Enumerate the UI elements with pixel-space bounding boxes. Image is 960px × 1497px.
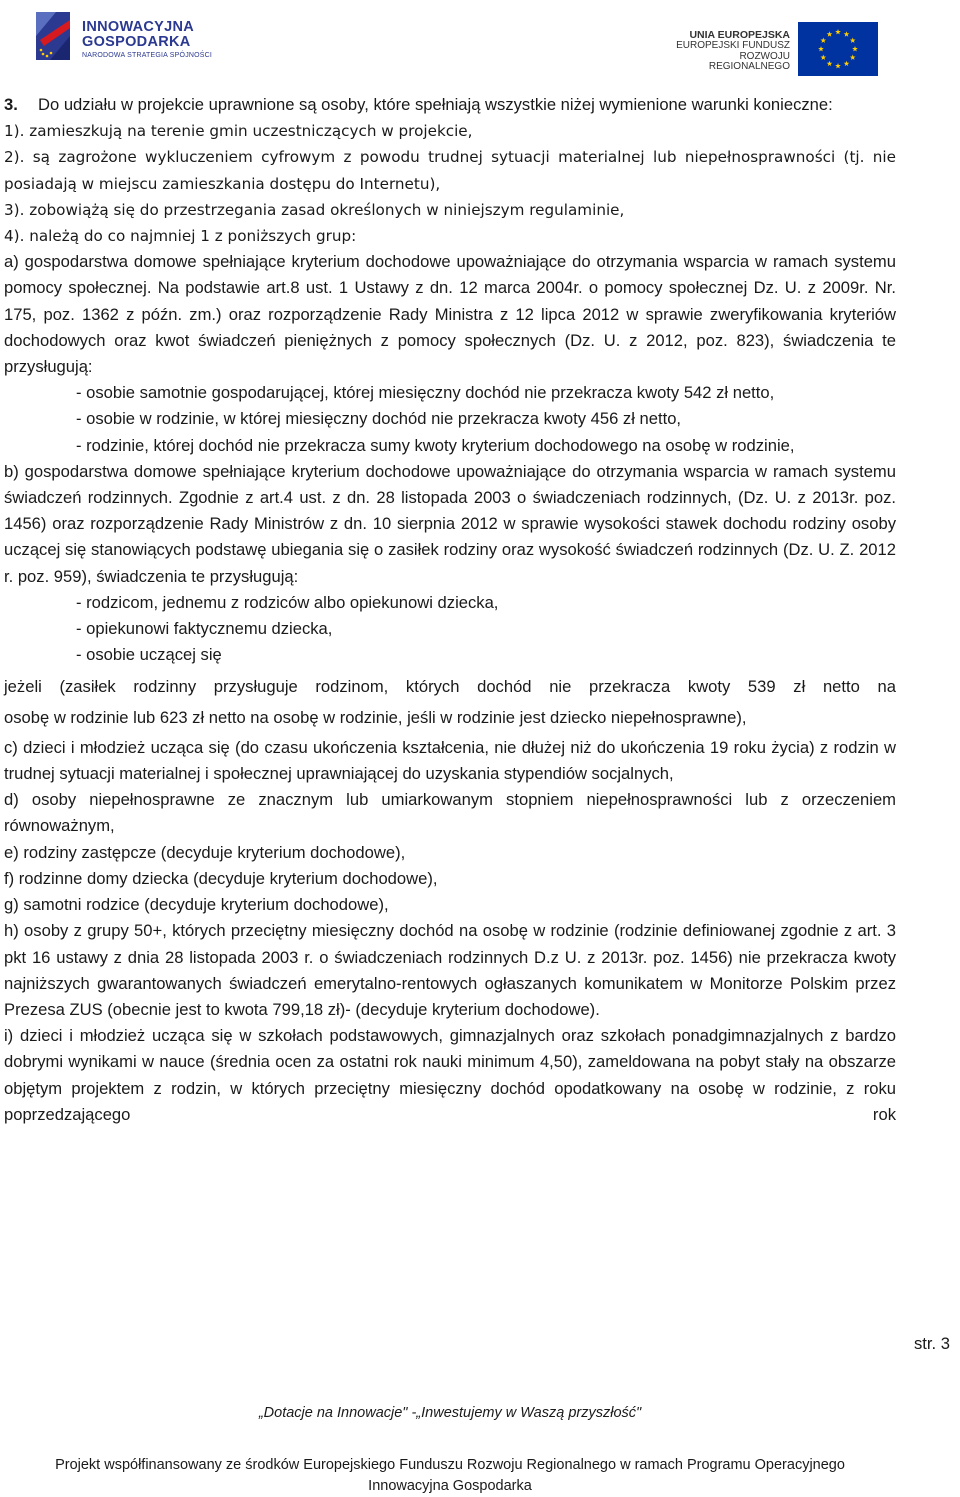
group-b-item-2: - opiekunowi faktycznemu dziecka, (76, 619, 333, 639)
condition-1: 1). zamieszkują na terenie gmin uczestniczących w projekcie, (4, 122, 473, 141)
group-a-item-3: - rodzinie, której dochód nie przekracza sumy kwoty kryterium dochodowego na osobę w rodzinie, (76, 435, 795, 455)
page-number: str. 3 (914, 1334, 950, 1353)
ig-logo-title-2: GOSPODARKA (82, 33, 191, 50)
page-header (0, 0, 960, 86)
footer-funding-note (0, 1455, 900, 1497)
eu-flag-icon (798, 22, 878, 76)
eu-logo-line2: EUROPEJSKI FUNDUSZ (676, 40, 790, 52)
group-a: a) gospodarstwa domowe spełniające kryterium dochodowe upoważniające do otrzymania wsparcia w ramach systemu pomocy społecznej. Na podstawie art.8 ust. 1 Ustawy z dn. 12 marca 2004r. o pomocy społecznej Dz. U. z 2009r. Nr. 175, poz. 1362 z późn. zm.) oraz rozporządzenie Rady Ministra z 12 lipca 2012 w sprawie zweryfikowania kryteriów dochodowych oraz kwot świadczeń pieniężnych z pomocy społecznych (Dz. U. z 2012, poz. 823), świadczenia te przysługują: (4, 252, 896, 377)
group-b-note-line1: jeżeli (zasiłek rodzinny przysługuje rodzinom, których dochód nie przekracza kwoty 539 zł netto na (4, 677, 896, 697)
eu-logo-line1: UNIA EUROPEJSKA (689, 29, 790, 41)
ig-emblem-icon (30, 6, 78, 66)
group-c: c) dzieci i młodzież ucząca się (do czasu ukończenia kształcenia, nie dłużej niż do ukończenia 19 roku życia) z rodzin w trudnej sytuacji materialnej i społecznej uprawniającej do uzyskania stypendiów socjalnych, (4, 737, 896, 784)
group-b-item-1: - rodzicom, jednemu z rodziców albo opiekunowi dziecka, (76, 592, 499, 612)
eu-logo-line3: ROZWOJU REGIONALNEGO (708, 50, 790, 73)
group-f: f) rodzinne domy dziecka (decyduje kryterium dochodowe), (4, 868, 438, 888)
footer-slogan: „Dotacje na Innowacje" -„Inwestujemy w Waszą przyszłość" (258, 1405, 642, 1421)
section-number: 3. (4, 95, 18, 114)
condition-3: 3). zobowiążą się do przestrzegania zasad określonych w niniejszym regulaminie, (4, 200, 625, 219)
group-a-item-1: - osobie samotnie gospodarującej, której miesięczny dochód nie przekracza kwoty 542 zł netto, (76, 383, 775, 403)
group-h: h) osoby z grupy 50+, których przeciętny miesięczny dochód na osobę w rodzinie (rodzinie definiowanej zgodnie z art. 3 pkt 16 ustawy z dnia 28 listopada 2003 r. o świadczeniach rodzinnych D.z U. z 2013r. poz. 1456) nie przekracza kwoty najniższych gwarantowanych świadczeń emerytalno-rentowych ogłaszanych komunikatem w Monitorze Polskim przez Prezesa ZUS (obecnie jest to kwota 799,18 zł)- (decyduje kryterium dochodowe). (4, 921, 896, 1019)
group-a-item-2: - osobie w rodzinie, w której miesięczny dochód nie przekracza kwoty 456 zł netto, (76, 409, 682, 429)
group-b: b) gospodarstwa domowe spełniające kryterium dochodowe upoważniające do otrzymania wsparcia w ramach systemu świadczeń rodzinnych. Zgodnie z art.4 ust. z dn. 28 listopada 2003 o świadczeniach rodzinnych, (Dz. U. z 2013r. poz. 1456) oraz rozporządzenie Rady Ministrów z dn. 10 sierpnia 2012 w sprawie wysokości stawek dochodu rodziny osoby uczącej się stanowiących podstawę ubiegania się o zasiłek rodziny oraz wysokość świadczeń rodzinnych (Dz. U. Z. 2012 r. poz. 959), świadczenia te przysługują: (4, 461, 896, 586)
eu-logo (660, 22, 885, 82)
footer-line2: Innowacyjna Gospodarka (368, 1478, 532, 1494)
document-body (4, 92, 896, 1128)
condition-2: 2). są zagrożone wykluczeniem cyfrowym z powodu trudnej sytuacji materialnej lub niepełnosprawności (tj. nie posiadają w miejscu zamieszkania dostępu do Internetu), (4, 148, 896, 193)
group-d: d) osoby niepełnosprawne ze znacznym lub umiarkowanym stopniem niepełnosprawności lub z orzeczeniem równoważnym, (4, 790, 896, 836)
section-heading-text: Do udziału w projekcie uprawnione są osoby, które spełniają wszystkie niżej wymienione warunki konieczne: (38, 95, 833, 114)
condition-4: 4). należą do co najmniej 1 z poniższych grup: (4, 227, 357, 246)
group-b-note-line2: osobę w rodzinie lub 623 zł netto na osobę w rodzinie, jeśli w rodzinie jest dziecko niepełnosprawne), (4, 707, 747, 727)
innowacyjna-gospodarka-logo (30, 6, 230, 66)
group-b-item-3: - osobie uczącej się (76, 645, 222, 665)
footer-line1: Projekt współfinansowany ze środków Europejskiego Funduszu Rozwoju Regionalnego w ramach Programu Operacyjnego (55, 1457, 845, 1473)
group-i: i) dzieci i młodzież ucząca się w szkołach podstawowych, gimnazjalnych oraz szkołach ponadgimnazjalnych z bardzo dobrymi wynikami w nauce (średnia ocen za ostatni rok nauki minimum 4,50), zameldowana na pobyt stały na obszarze objętym projektem z rodzin, w których przeciętny miesięczny dochód opodatkowany na osobę w rodzinie, z roku poprzedzającego rok (4, 1026, 896, 1124)
ig-logo-title-1: INNOWACYJNA (82, 19, 195, 35)
ig-logo-subtitle: NARODOWA STRATEGIA SPÓJNOŚCI (82, 52, 213, 59)
group-e: e) rodziny zastępcze (decyduje kryterium dochodowe), (4, 842, 406, 862)
group-g: g) samotni rodzice (decyduje kryterium dochodowe), (4, 895, 389, 915)
section-3-heading (4, 92, 896, 118)
